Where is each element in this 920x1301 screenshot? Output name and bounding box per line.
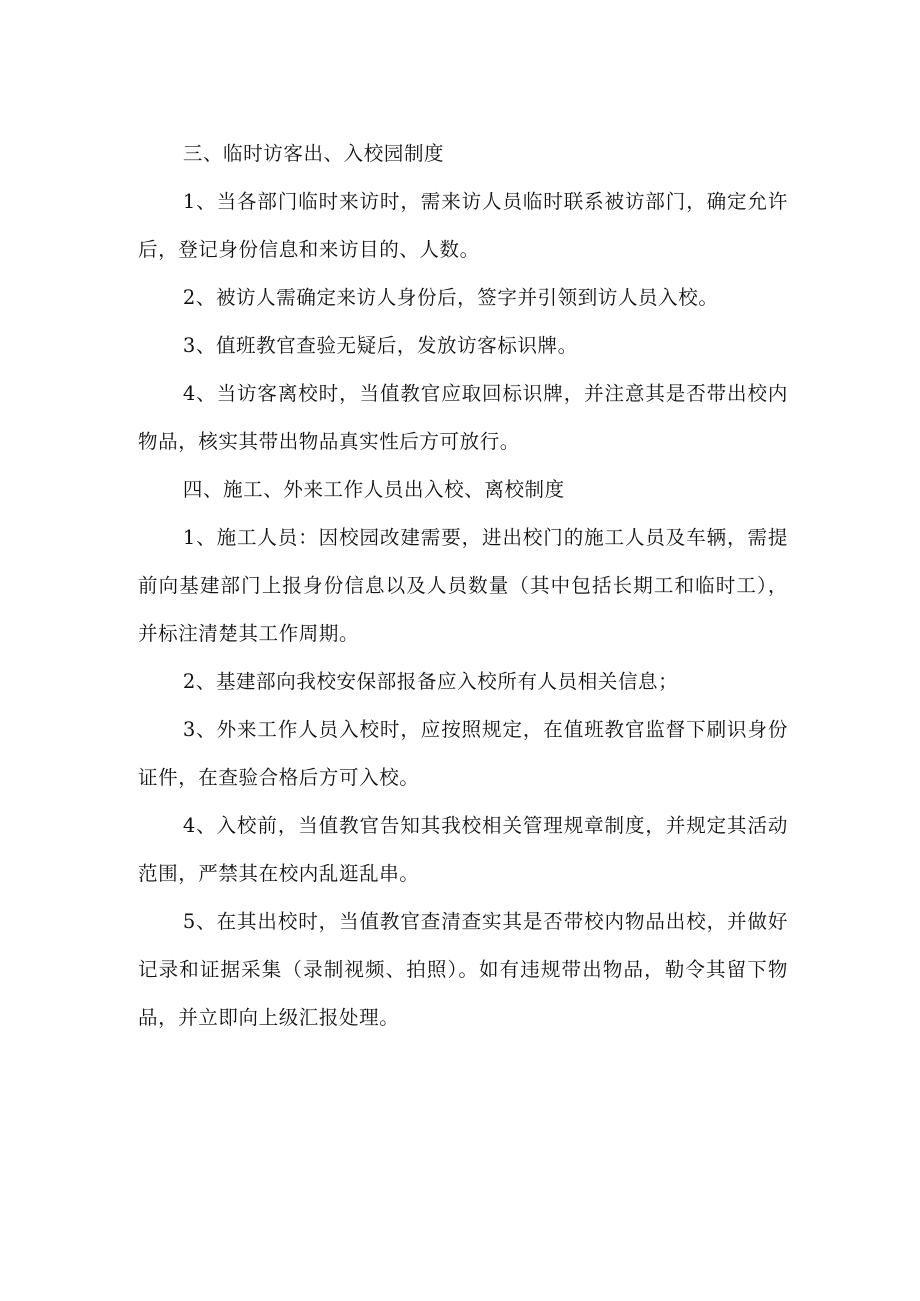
section-4-heading: 四、施工、外来工作人员出入校、离校制度 xyxy=(182,478,565,501)
section-4-item-2: 2、基建部向我校安保部报备应入校所有人员相关信息； xyxy=(182,670,679,693)
section-3-item-4: 4、当访客离校时，当值教官应取回标识牌，并注意其是否带出校内物品，核实其带出物品真实性后方可放行。 xyxy=(138,382,788,453)
section-4-item-4: 4、入校前，当值教官告知其我校相关管理规章制度，并规定其活动范围，严禁其在校内乱逛乱串。 xyxy=(138,814,788,885)
section-3-item-2: 2、被访人需确定来访人身份后，签字并引领到访人员入校。 xyxy=(182,286,719,309)
section-4-item-1: 1、施工人员：因校园改建需要，进出校门的施工人员及车辆，需提前向基建部门上报身份信息以及人员数量（其中包括长期工和临时工），并标注清楚其工作周期。 xyxy=(138,526,788,645)
document-body xyxy=(138,130,788,1042)
section-3-item-1: 1、当各部门临时来访时，需来访人员临时联系被访部门，确定允许后，登记身份信息和来访目的、人数。 xyxy=(138,190,788,261)
section-4-item-3: 3、外来工作人员入校时，应按照规定，在值班教官监督下刷识身份证件，在查验合格后方可入校。 xyxy=(138,718,788,789)
section-4-item-5: 5、在其出校时，当值教官查清查实其是否带校内物品出校，并做好记录和证据采集（录制视频、拍照）。如有违规带出物品，勒令其留下物品，并立即向上级汇报处理。 xyxy=(138,910,788,1029)
section-3-heading: 三、临时访客出、入校园制度 xyxy=(182,142,445,165)
section-3-item-3: 3、值班教官查验无疑后，发放访客标识牌。 xyxy=(182,334,578,357)
